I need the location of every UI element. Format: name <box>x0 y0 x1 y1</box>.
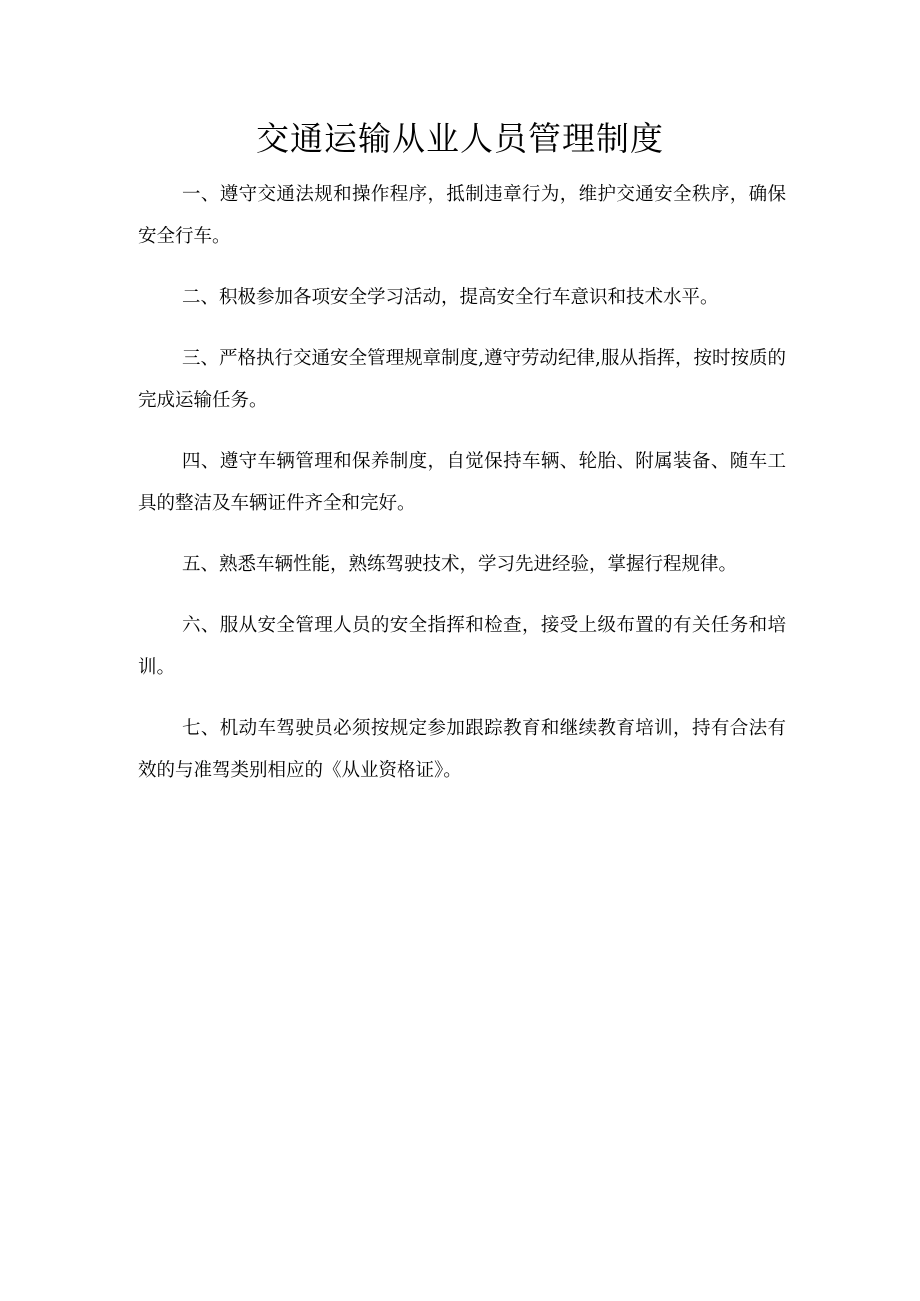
clause-4: 四、遵守车辆管理和保养制度，自觉保持车辆、轮胎、附属装备、随车工具的整洁及车辆证件齐全和完好。 <box>138 451 786 514</box>
clause-2: 二、积极参加各项安全学习活动，提高安全行车意识和技术水平。 <box>182 287 719 308</box>
document-body <box>138 174 786 811</box>
clause-7: 七、机动车驾驶员必须按规定参加跟踪教育和继续教育培训，持有合法有效的与准驾类别相应的《从业资格证》。 <box>138 718 786 781</box>
clause-1: 一、遵守交通法规和操作程序，抵制违章行为，维护交通安全秩序，确保安全行车。 <box>138 184 786 247</box>
document-title: 交通运输从业人员管理制度 <box>256 119 664 158</box>
clause-5: 五、熟悉车辆性能，熟练驾驶技术，学习先进经验，掌握行程规律。 <box>182 554 738 575</box>
clause-3: 三、严格执行交通安全管理规章制度,遵守劳动纪律,服从指挥，按时按质的完成运输任务。 <box>138 348 786 411</box>
clause-6: 六、服从安全管理人员的安全指挥和检查，接受上级布置的有关任务和培训。 <box>138 615 786 678</box>
